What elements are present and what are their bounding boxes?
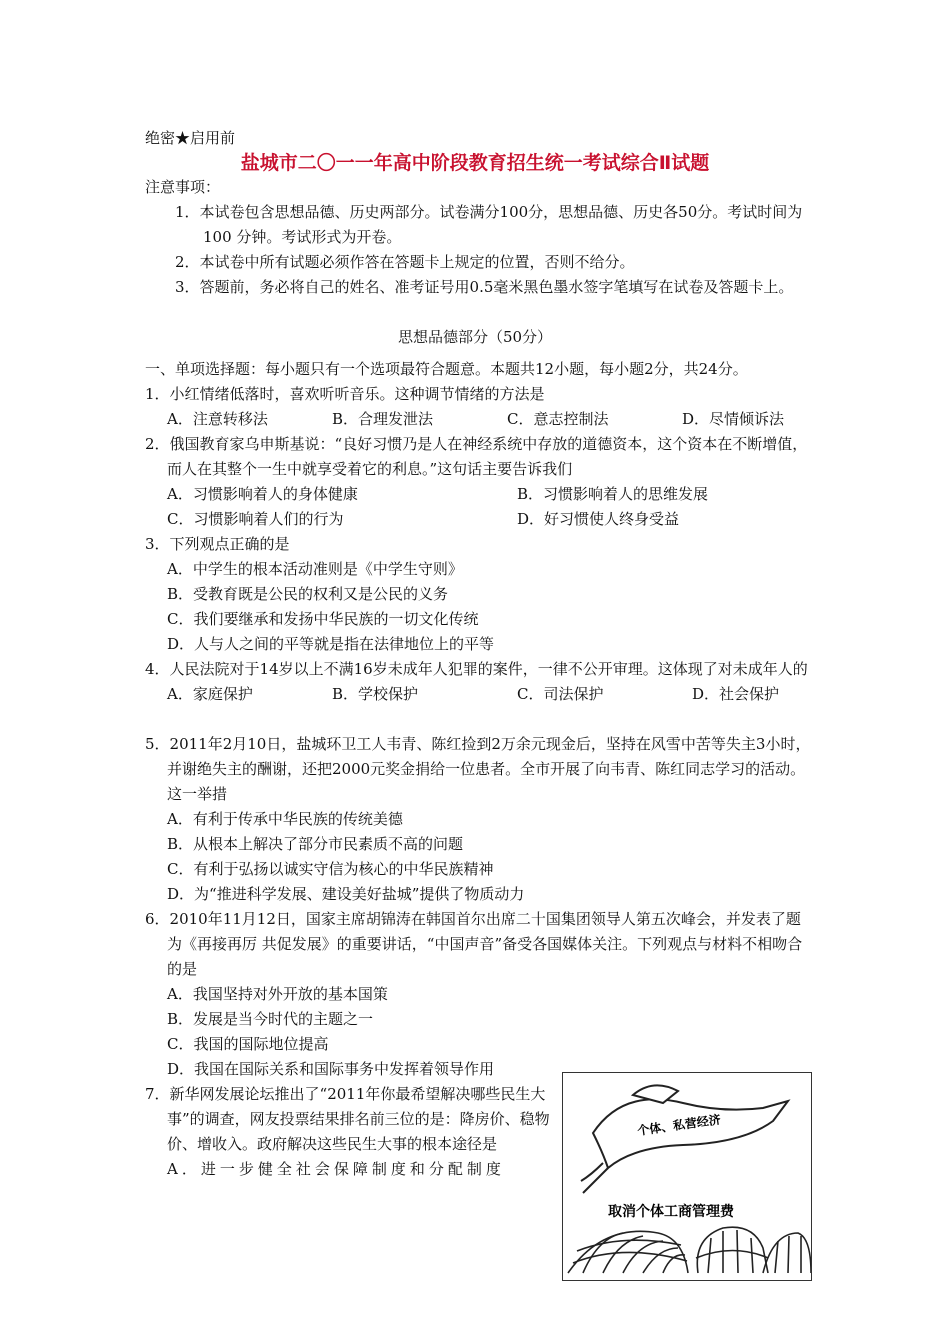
option-d: D．好习惯使人终身受益	[517, 510, 680, 528]
question-stem: 7．新华网发展论坛推出了“2011年你最希望解决哪些民生大事”的调查，网友投票结果排名前三位的是：降房价、稳物价、增收入。政府解决这些民生大事的根本途径是	[145, 1085, 550, 1153]
option-a: A．注意转移法	[167, 410, 268, 428]
option-a: A．习惯影响着人的身体健康	[167, 485, 358, 503]
option-a: A．我国坚持对外开放的基本国策	[167, 985, 388, 1003]
option-b: B．习惯影响着人的思维发展	[517, 485, 709, 503]
bird-shape	[593, 1099, 788, 1168]
question-6	[145, 907, 815, 1082]
option-c: C．我们要继承和发扬中华民族的一切文化传统	[167, 610, 479, 628]
exam-title: 盐城市二〇一一年高中阶段教育招生统一考试综合Ⅱ试题	[240, 152, 710, 174]
option-a: A．家庭保护	[167, 685, 253, 703]
option-c: C．我国的国际地位提高	[167, 1035, 329, 1053]
option-a: A．进一步健全社会保障制度和分配制度	[167, 1160, 505, 1178]
cartoon-drawing	[563, 1073, 811, 1280]
option-a: A．中学生的根本活动准则是《中学生守则》	[167, 560, 463, 578]
cartoon-caption: 取消个体工商管理费	[608, 1204, 734, 1220]
option-c: C．有利于弘扬以诚实守信为核心的中华民族精神	[167, 860, 494, 878]
option-grid	[145, 482, 815, 532]
question-3	[145, 532, 815, 657]
option-d: D．尽情倾诉法	[682, 410, 785, 428]
notice-item: 1．本试卷包含思想品德、历史两部分。试卷满分100分，思想品德、历史各50分。考试时间为100 分钟。考试形式为开卷。	[175, 203, 803, 246]
option-c: C．意志控制法	[507, 410, 609, 428]
question-stem: 4．人民法院对于14岁以上不满16岁未成年人犯罪的案件，一律不公开审理。这体现了对未成年人的	[145, 660, 808, 678]
section-title: 思想品德部分（50分）	[397, 328, 553, 346]
question-stem: 3．下列观点正确的是	[145, 535, 290, 553]
question-4	[145, 657, 815, 707]
question-stem: 5．2011年2月10日，盐城环卫工人韦青、陈红捡到2万余元现金后，坚持在风雪中苦等失主3小时，并谢绝失主的酬谢，还把2000元奖金捐给一位患者。全市开展了向韦青、陈红同志学习的活动。这一举措	[145, 735, 811, 803]
option-d: D．人与人之间的平等就是指在法律地位上的平等	[167, 635, 495, 653]
option-b: B．发展是当今时代的主题之一	[167, 1010, 374, 1028]
option-d: D．我国在国际关系和国际事务中发挥着领导作用	[167, 1060, 495, 1078]
notice-list	[175, 200, 810, 300]
question-5	[145, 732, 815, 907]
option-c: C．习惯影响着人们的行为	[167, 510, 344, 528]
question-stem: 1．小红情绪低落时，喜欢听听音乐。这种调节情绪的方法是	[145, 385, 545, 403]
bird-tail	[581, 1163, 608, 1193]
notice-item: 2．本试卷中所有试题必须作答在答题卡上规定的位置，否则不给分。	[175, 253, 635, 271]
confidential-mark: 绝密★启用前	[145, 129, 236, 147]
option-b: B．合理发泄法	[332, 410, 434, 428]
option-b: B．学校保护	[332, 685, 419, 703]
option-row	[145, 407, 815, 432]
option-row	[145, 682, 815, 707]
option-c: C．司法保护	[517, 685, 604, 703]
option-b: B．从根本上解决了部分市民素质不高的问题	[167, 835, 464, 853]
bird-label: 个体、私营经济	[636, 1112, 722, 1138]
question-stem: 6．2010年11月12日，国家主席胡锦涛在韩国首尔出席二十国集团领导人第五次峰会，并发表了题为《再接再厉 共促发展》的重要讲话，“中国声音”备受各国媒体关注。下列观点与材料不相吻合的是	[145, 910, 803, 978]
option-d: D．社会保护	[692, 685, 780, 703]
option-b: B．受教育既是公民的权利又是公民的义务	[167, 585, 449, 603]
bird-cages	[568, 1227, 811, 1273]
notice-heading: 注意事项：	[145, 178, 221, 196]
notice-item: 3．答题前，务必将自己的姓名、准考证号用0.5毫米黑色墨水签字笔填写在试卷及答题卡上。	[175, 278, 794, 296]
cartoon-illustration	[562, 1072, 812, 1281]
question-2	[145, 432, 815, 532]
question-stem: 2．俄国教育家乌申斯基说：“良好习惯乃是人在神经系统中存放的道德资本，这个资本在不断增值，而人在其整个一生中就享受着它的利息。”这句话主要告诉我们	[145, 435, 808, 478]
question-7	[145, 1082, 555, 1182]
option-d: D．为“推进科学发展、建设美好盐城”提供了物质动力	[167, 885, 525, 903]
question-1	[145, 382, 815, 432]
section-instruction: 一、单项选择题：每小题只有一个选项最符合题意。本题共12小题，每小题2分，共24分。	[145, 360, 748, 378]
option-a: A．有利于传承中华民族的传统美德	[167, 810, 403, 828]
